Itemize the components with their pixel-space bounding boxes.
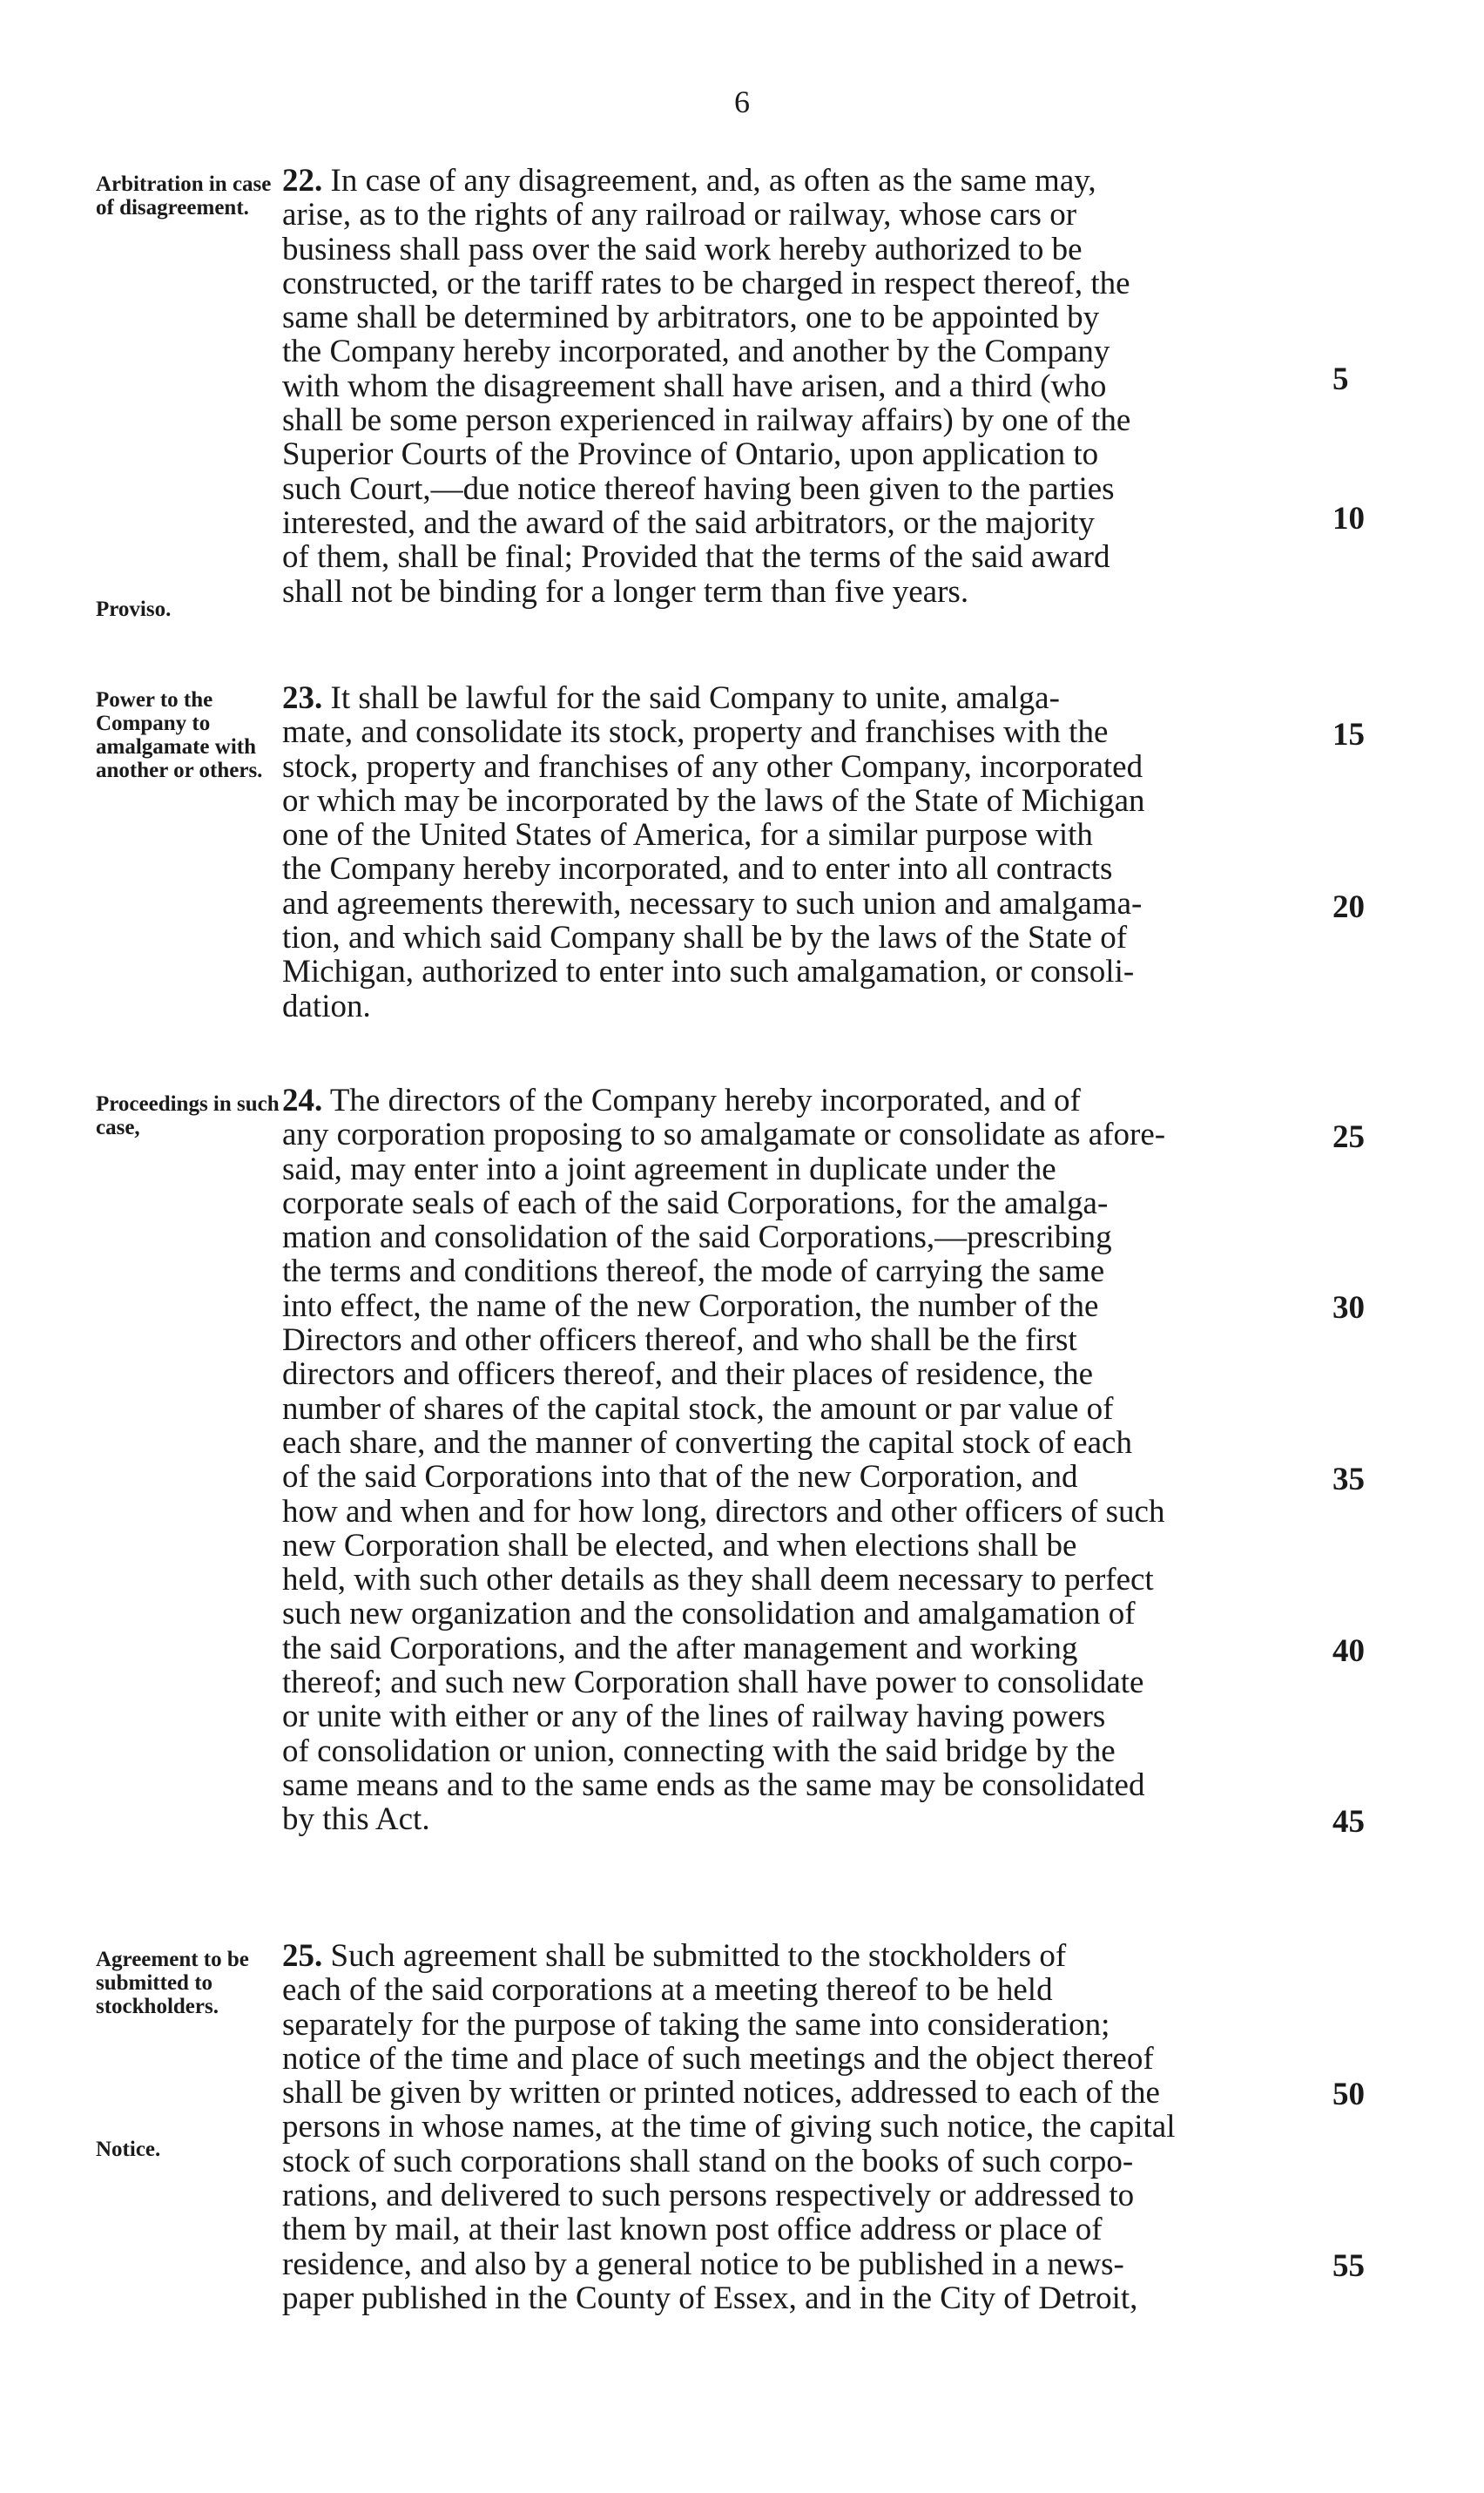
text-line: shall be some person experienced in railway affairs) by one of the [282, 403, 1131, 438]
section-body [282, 681, 1327, 1024]
line-number: 10 [1332, 501, 1365, 537]
text-line: stock of such corporations shall stand on the books of such corpo- [282, 2144, 1134, 2179]
text-line: persons in whose names, at the time of giving such notice, the capital [282, 2110, 1176, 2145]
text-line: business shall pass over the said work hereby authorized to be [282, 232, 1083, 267]
line-number: 35 [1332, 1462, 1365, 1497]
line-number: 20 [1332, 889, 1365, 925]
line-number: 40 [1332, 1633, 1365, 1669]
margin-note: Proceedings in such case, [96, 1092, 280, 1139]
line-number: 5 [1332, 361, 1349, 397]
text-line: tion, and which said Company shall be by the laws of the State of [282, 921, 1128, 956]
text-line: same shall be determined by arbitrators, one to be appointed by [282, 301, 1100, 335]
text-line: of the said Corporations into that of the new Corporation, and [282, 1460, 1078, 1495]
text-line: and agreements therewith, necessary to such union and amalgama- [282, 886, 1143, 922]
text-line: such new organization and the consolidation and amalgamation of [282, 1597, 1136, 1632]
text-line: 25. Such agreement shall be submitted to the stockholders of [282, 1939, 1067, 1974]
text-line: paper published in the County of Essex, and in the City of Detroit, [282, 2280, 1138, 2316]
text-line: said, may enter into a joint agreement in duplicate under the [282, 1152, 1056, 1186]
text-line: with whom the disagreement shall have arisen, and a third (who [282, 368, 1107, 404]
text-line: how and when and for how long, directors and other officers of such [282, 1494, 1165, 1529]
line-number: 55 [1332, 2248, 1365, 2284]
text-line: the terms and conditions thereof, the mode of carrying the same [282, 1254, 1105, 1289]
text-line: the Company hereby incorporated, and another by the Company [282, 334, 1110, 369]
line-number: 45 [1332, 1804, 1365, 1840]
text-line: Directors and other officers thereof, and who shall be the first [282, 1323, 1077, 1358]
text-line: residence, and also by a general notice to be published in a news- [282, 2246, 1124, 2281]
section-body [282, 164, 1327, 609]
section-body [282, 1084, 1327, 1837]
margin-note: Power to the Company to amalgamate with another or others. [96, 688, 263, 782]
text-line: Superior Courts of the Province of Ontario, upon application to [282, 437, 1099, 472]
text-line: mate, and consolidate its stock, property and franchises with the [282, 715, 1109, 750]
line-number: 30 [1332, 1290, 1365, 1326]
section-number: 22. [282, 164, 323, 199]
text-line: dation. [282, 989, 371, 1024]
text-line: the said Corporations, and the after management and working [282, 1631, 1078, 1666]
section-body [282, 1939, 1327, 2315]
text-line: mation and consolidation of the said Corporations,—prescribing [282, 1220, 1112, 1255]
text-line: directors and officers thereof, and their places of residence, the [282, 1357, 1094, 1392]
section-number: 25. [282, 1939, 323, 1974]
text-line: notice of the time and place of such meetings and the object thereof [282, 2041, 1154, 2077]
text-line: interested, and the award of the said arbitrators, or the majority [282, 505, 1095, 541]
text-line: number of shares of the capital stock, the amount or par value of [282, 1391, 1114, 1426]
margin-note: Arbitration in case of disagreement. [96, 172, 272, 220]
text-line: the Company hereby incorporated, and to enter into all contracts [282, 852, 1113, 887]
text-line: of consolidation or union, connecting with the said bridge by the [282, 1733, 1116, 1768]
text-line: Michigan, authorized to enter into such amalgamation, or consoli- [282, 955, 1135, 990]
text-line: shall be given by written or printed notices, addressed to each of the [282, 2076, 1160, 2111]
text-line: held, with such other details as they shall deem necessary to perfect [282, 1563, 1154, 1598]
text-line: 23. It shall be lawful for the said Company to unite, amalga- [282, 681, 1060, 716]
text-line: 24. The directors of the Company hereby incorporated, and of [282, 1084, 1081, 1118]
text-line: any corporation proposing to so amalgamate or consolidate as afore- [282, 1118, 1166, 1152]
text-line: 22. In case of any disagreement, and, as often as the same may, [282, 164, 1096, 199]
text-line: constructed, or the tariff rates to be charged in respect thereof, the [282, 266, 1130, 301]
text-line: of them, shall be final; Provided that the terms of the said award [282, 540, 1110, 575]
text-line: into effect, the name of the new Corporation, the number of the [282, 1288, 1099, 1324]
text-line: stock, property and franchises of any other Company, incorporated [282, 749, 1143, 784]
section-number: 24. [282, 1084, 323, 1118]
text-line: or unite with either or any of the lines of railway having powers [282, 1699, 1106, 1734]
margin-note: Proviso. [96, 598, 172, 621]
text-line: shall not be binding for a longer term than five years. [282, 574, 969, 609]
text-line: arise, as to the rights of any railroad or railway, whose cars or [282, 198, 1077, 233]
text-line: them by mail, at their last known post office address or place of [282, 2213, 1103, 2247]
text-line: one of the United States of America, for a similar purpose with [282, 818, 1093, 853]
text-line: rations, and delivered to such persons respectively or addressed to [282, 2179, 1135, 2213]
section-number: 23. [282, 681, 323, 716]
line-number: 15 [1332, 717, 1365, 753]
text-line: or which may be incorporated by the laws of the State of Michigan [282, 783, 1145, 819]
margin-note: Notice. [96, 2138, 161, 2161]
page-number: 6 [734, 84, 750, 119]
text-line: new Corporation shall be elected, and when elections shall be [282, 1528, 1077, 1564]
line-number: 25 [1332, 1119, 1365, 1155]
text-line: separately for the purpose of taking the same into consideration; [282, 2007, 1110, 2042]
text-line: same means and to the same ends as the same may be consolidated [282, 1767, 1145, 1803]
text-line: corporate seals of each of the said Corporations, for the amalga- [282, 1186, 1109, 1221]
text-line: each of the said corporations at a meeting thereof to be held [282, 1973, 1053, 2008]
text-line: by this Act. [282, 1802, 430, 1837]
text-line: each share, and the manner of converting the capital stock of each [282, 1425, 1132, 1461]
text-line: such Court,—due notice thereof having been given to the parties [282, 471, 1115, 506]
margin-note: Agreement to be submitted to stockholders. [96, 1948, 249, 2018]
text-line: thereof; and such new Corporation shall have power to consolidate [282, 1665, 1144, 1700]
line-number: 50 [1332, 2077, 1365, 2112]
